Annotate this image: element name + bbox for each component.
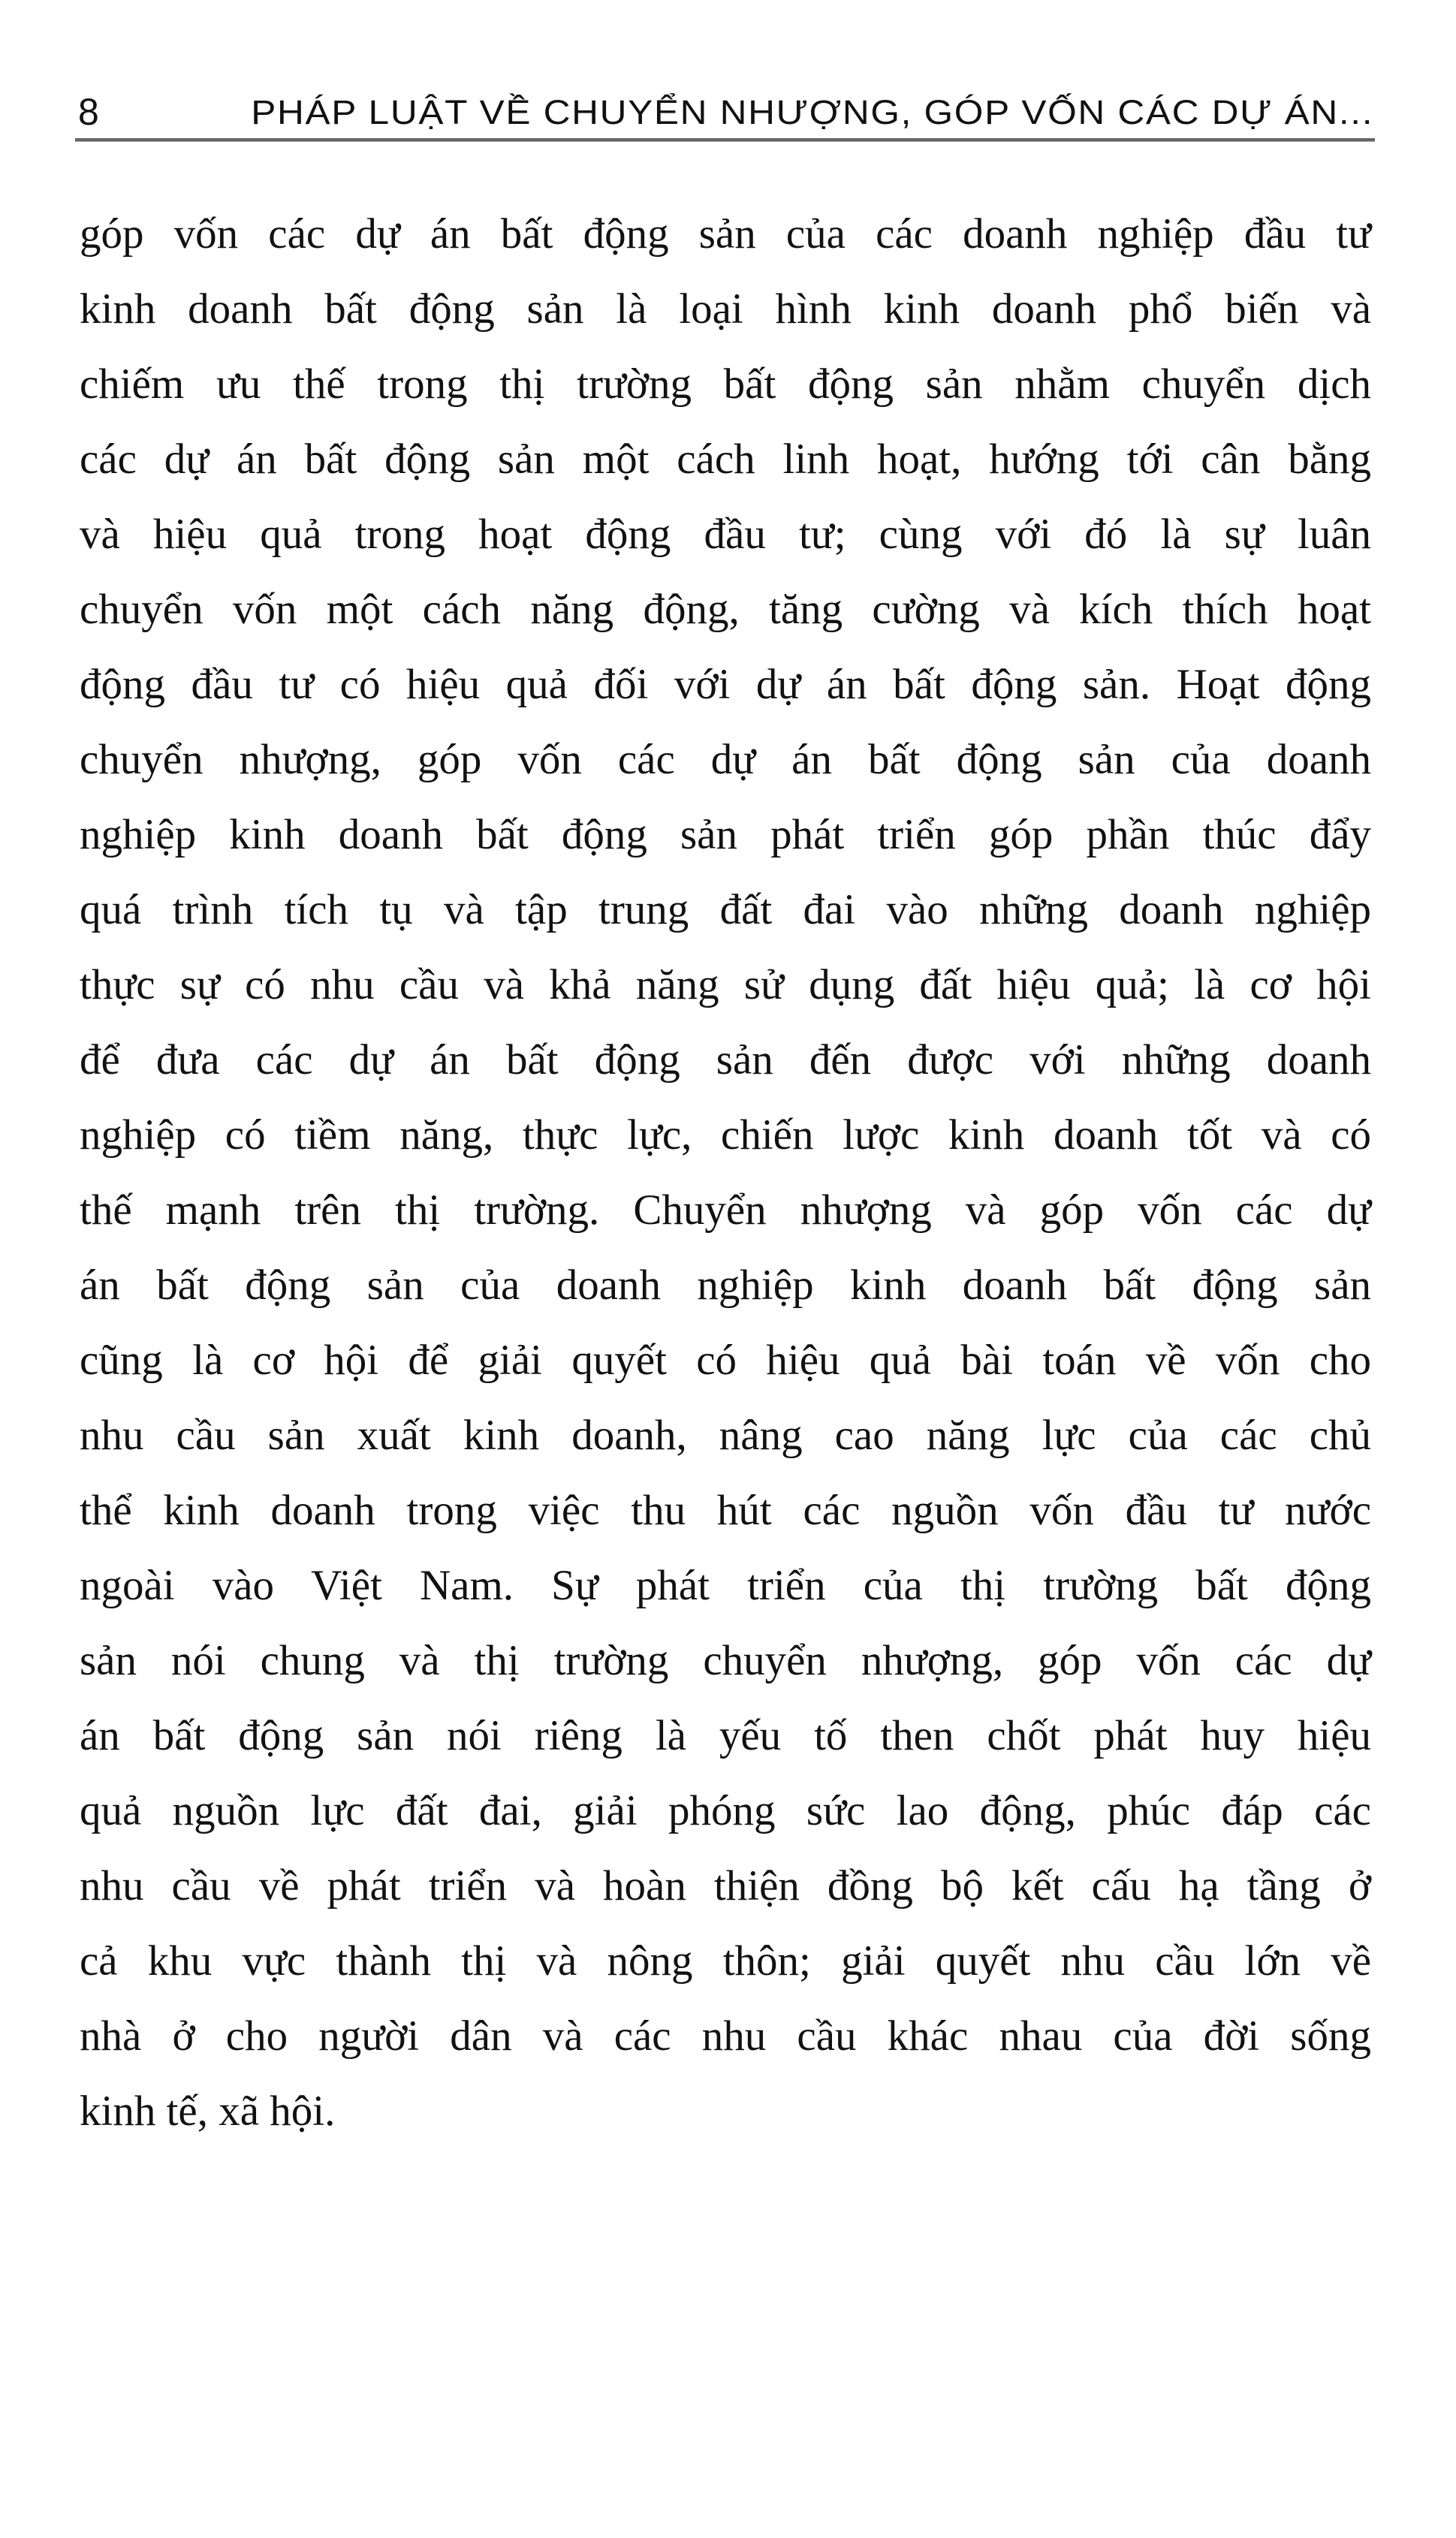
running-title: PHÁP LUẬT VỀ CHUYỂN NHƯỢNG, GÓP VỐN CÁC DỰ ÁN...	[251, 93, 1373, 131]
text-line: các dự án bất động sản một cách linh hoạt, hướng tới cân bằng	[80, 436, 1371, 483]
text-line: nhu cầu về phát triển và hoàn thiện đồng bộ kết cấu hạ tầng ở	[80, 1862, 1371, 1910]
body-text	[80, 197, 1371, 2149]
page-number: 8	[78, 91, 99, 133]
text-line: chuyển vốn một cách năng động, tăng cường và kích thích hoạt	[80, 586, 1371, 633]
text-line: góp vốn các dự án bất động sản của các doanh nghiệp đầu tư	[80, 210, 1371, 258]
text-line: nghiệp kinh doanh bất động sản phát triển góp phần thúc đẩy	[80, 811, 1371, 858]
text-line: thể kinh doanh trong việc thu hút các nguồn vốn đầu tư nước	[80, 1487, 1371, 1534]
text-line: chuyển nhượng, góp vốn các dự án bất động sản của doanh	[80, 736, 1371, 783]
text-line: nhà ở cho người dân và các nhu cầu khác nhau của đời sống	[80, 2012, 1371, 2060]
text-line: quả nguồn lực đất đai, giải phóng sức lao động, phúc đáp các	[80, 1787, 1371, 1834]
text-line: nhu cầu sản xuất kinh doanh, nâng cao năng lực của các chủ	[80, 1412, 1371, 1459]
header-rule	[75, 138, 1375, 142]
text-line: cũng là cơ hội để giải quyết có hiệu quả bài toán về vốn cho	[80, 1337, 1371, 1384]
text-line: ngoài vào Việt Nam. Sự phát triển của thị trường bất động	[80, 1562, 1371, 1609]
text-line: nghiệp có tiềm năng, thực lực, chiến lược kinh doanh tốt và có	[80, 1111, 1371, 1159]
text-line: án bất động sản nói riêng là yếu tố then chốt phát huy hiệu	[80, 1712, 1371, 1759]
text-line: sản nói chung và thị trường chuyển nhượng, góp vốn các dự	[80, 1637, 1371, 1684]
text-line: cả khu vực thành thị và nông thôn; giải quyết nhu cầu lớn về	[80, 1937, 1371, 1985]
text-line: kinh doanh bất động sản là loại hình kinh doanh phổ biến và	[80, 285, 1371, 333]
text-line: án bất động sản của doanh nghiệp kinh doanh bất động sản	[80, 1261, 1371, 1309]
text-line: và hiệu quả trong hoạt động đầu tư; cùng với đó là sự luân	[80, 511, 1371, 558]
text-line: chiếm ưu thế trong thị trường bất động sản nhằm chuyển dịch	[80, 360, 1371, 408]
text-line: kinh tế, xã hội.	[80, 2087, 336, 2135]
text-line: thực sự có nhu cầu và khả năng sử dụng đất hiệu quả; là cơ hội	[80, 961, 1371, 1008]
text-line: quá trình tích tụ và tập trung đất đai vào những doanh nghiệp	[80, 886, 1371, 933]
running-header	[78, 89, 1373, 137]
text-line: để đưa các dự án bất động sản đến được với những doanh	[80, 1036, 1371, 1084]
text-line: thế mạnh trên thị trường. Chuyển nhượng và góp vốn các dự	[80, 1186, 1371, 1234]
text-line: động đầu tư có hiệu quả đối với dự án bất động sản. Hoạt động	[80, 661, 1371, 708]
